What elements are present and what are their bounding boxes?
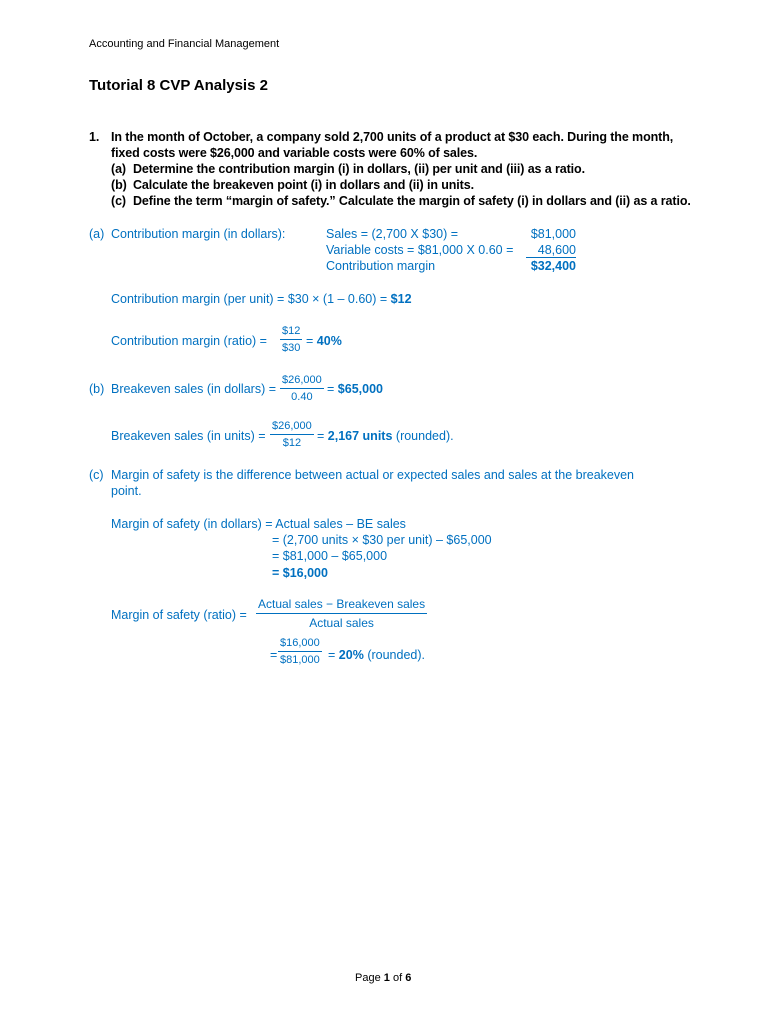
question-part-c-label: (c) <box>111 194 126 208</box>
be-units-denominator: $12 <box>282 437 302 449</box>
be-dollars-label: Breakeven sales (in dollars) = <box>111 382 277 396</box>
mos-ratio2-result: 20% <box>338 648 364 662</box>
cm-ratio-label: Contribution margin (ratio) = <box>111 334 267 348</box>
answer-a-heading: Contribution margin (in dollars): <box>111 227 286 241</box>
document-header: Accounting and Financial Management <box>89 38 280 50</box>
question-part-b-text: Calculate the breakeven point (i) in dollars and (ii) in units. <box>133 178 474 192</box>
cm-ratio-result-line <box>306 334 342 348</box>
question-number: 1. <box>89 130 100 144</box>
mos-ratio2-fraction <box>278 637 322 666</box>
question-part-c-text: Define the term “margin of safety.” Calculate the margin of safety (i) in dollars and (ii) as a ratio. <box>133 194 691 208</box>
cm-ratio-numerator: $12 <box>280 325 302 340</box>
mos-ratio2-prefix: = <box>270 648 278 662</box>
mos-definition-line-2: point. <box>111 484 142 498</box>
mos-ratio2-denominator: $81,000 <box>280 654 320 666</box>
be-dollars-equals: = <box>327 382 335 396</box>
question-part-a-label: (a) <box>111 162 126 176</box>
cm-per-unit-result: $12 <box>390 292 412 306</box>
mos-dollars-line-3: = $81,000 – $65,000 <box>272 549 388 563</box>
be-units-result: 2,167 units <box>327 429 393 443</box>
question-line-1: In the month of October, a company sold 2,700 units of a product at $30 each. During the month, <box>111 130 674 144</box>
be-units-equals: = <box>317 429 325 443</box>
question-part-b-label: (b) <box>111 178 127 192</box>
cm-variable-costs-desc: Variable costs = $81,000 X 0.60 = <box>326 243 514 257</box>
mos-ratio-denominator: Actual sales <box>309 616 374 630</box>
be-dollars-result: $65,000 <box>337 382 383 396</box>
page-number: 1 <box>383 972 390 984</box>
page-prefix: Page <box>355 972 381 984</box>
be-units-result-line <box>317 429 454 443</box>
mos-dollars-result: = $16,000 <box>272 566 328 580</box>
cm-ratio-equals: = <box>306 334 314 348</box>
page-footer <box>355 972 411 984</box>
cm-ratio-result: 40% <box>316 334 342 348</box>
cm-variable-costs-amount: 48,600 <box>526 243 576 258</box>
be-units-fraction <box>270 420 314 449</box>
question-part-a-text: Determine the contribution margin (i) in dollars, (ii) per unit and (iii) as a ratio. <box>133 162 585 176</box>
mos-ratio2-result-line <box>328 648 425 662</box>
mos-ratio-numerator: Actual sales − Breakeven sales <box>256 597 427 614</box>
mos-ratio2-suffix: (rounded). <box>367 648 425 662</box>
answer-c-label: (c) <box>89 468 104 482</box>
be-units-label: Breakeven sales (in units) = <box>111 429 266 443</box>
cm-per-unit-line <box>111 292 412 306</box>
cm-sales-desc: Sales = (2,700 X $30) = <box>326 227 459 241</box>
mos-ratio2-numerator: $16,000 <box>278 637 322 652</box>
mos-definition-line-1: Margin of safety is the difference between actual or expected sales and sales at the breakeven <box>111 468 635 482</box>
answer-b-label: (b) <box>89 382 105 396</box>
cm-sales-amount: $81,000 <box>530 227 576 241</box>
be-units-numerator: $26,000 <box>270 420 314 435</box>
be-dollars-numerator: $26,000 <box>280 374 324 389</box>
page-title: Tutorial 8 CVP Analysis 2 <box>89 77 268 94</box>
mos-ratio-fraction <box>256 597 427 630</box>
be-dollars-result-line <box>327 382 383 396</box>
mos-dollars-line-2: = (2,700 units × $30 per unit) – $65,000 <box>272 533 492 547</box>
cm-total-amount: $32,400 <box>530 259 576 273</box>
mos-ratio2-equals: = <box>328 648 336 662</box>
page-of: of <box>392 972 403 984</box>
be-dollars-fraction <box>280 374 324 403</box>
cm-total-desc: Contribution margin <box>326 259 436 273</box>
mos-ratio-label: Margin of safety (ratio) = <box>111 608 247 622</box>
cm-ratio-denominator: $30 <box>282 342 301 354</box>
cm-ratio-fraction <box>280 325 302 354</box>
answer-a-label: (a) <box>89 227 105 241</box>
be-dollars-denominator: 0.40 <box>291 391 313 403</box>
page-total: 6 <box>405 972 412 984</box>
question-line-2: fixed costs were $26,000 and variable costs were 60% of sales. <box>111 146 478 160</box>
be-units-suffix: (rounded). <box>395 429 454 443</box>
cm-per-unit-text: Contribution margin (per unit) = $30 × (1 – 0.60) = <box>111 292 391 306</box>
mos-dollars-line-1: Margin of safety (in dollars) = Actual sales – BE sales <box>111 517 406 531</box>
